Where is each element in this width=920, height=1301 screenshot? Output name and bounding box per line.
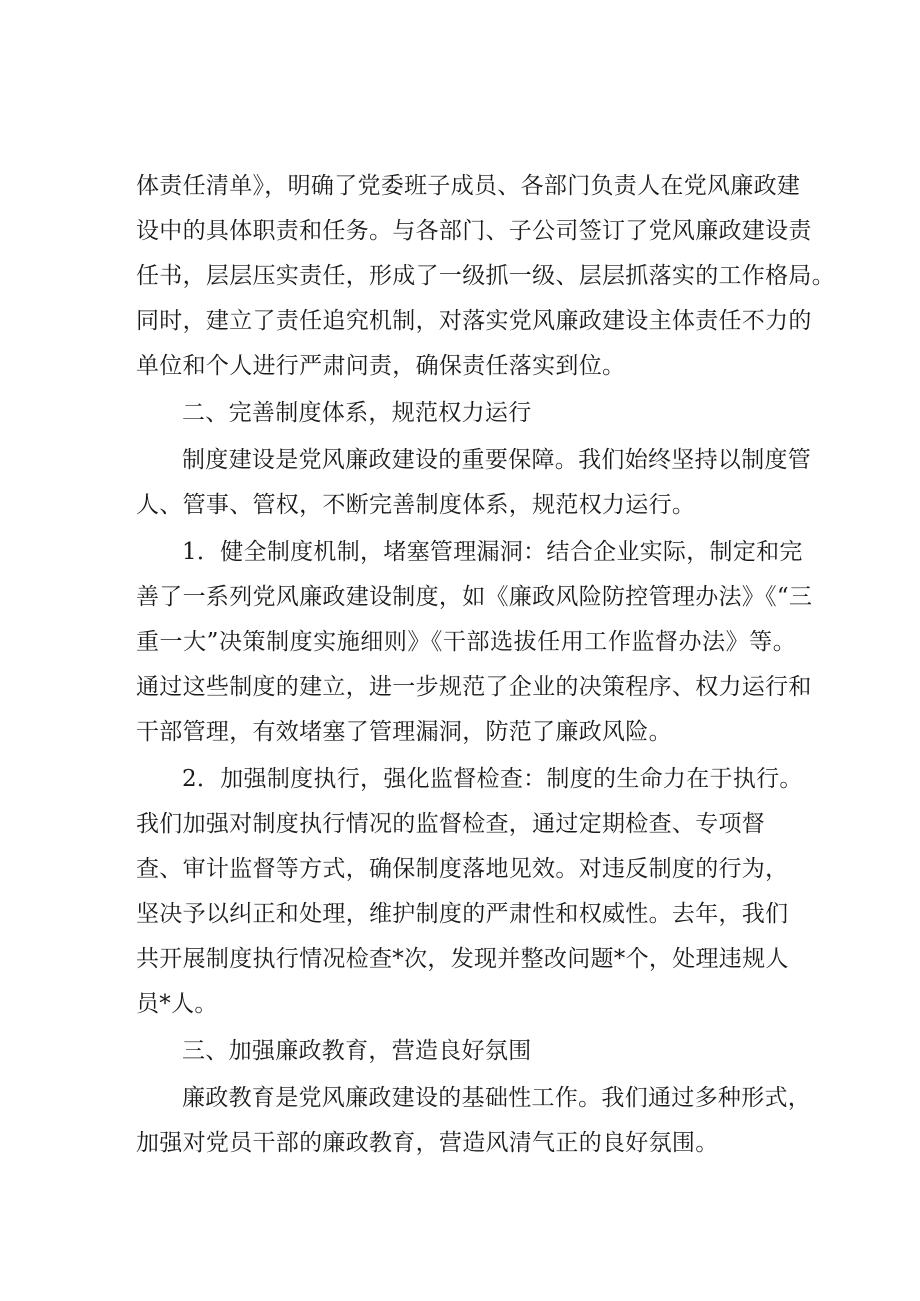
section-heading: 三、加强廉政教育，营造良好氛围 xyxy=(182,1038,532,1064)
body-text-line: 任书，层层压实责任，形成了一级抓一级、层层抓落实的工作格局。 xyxy=(136,263,835,289)
body-text-line: 我们加强对制度执行情况的监督检查，通过定期检查、专项督 xyxy=(136,811,766,837)
body-text-line: 共开展制度执行情况检查*次，发现并整改问题*个，处理违规人 xyxy=(136,946,789,972)
body-text-line: 人、管事、管权，不断完善制度体系，规范权力运行。 xyxy=(136,492,696,518)
body-text-line: 单位和个人进行严肃问责，确保责任落实到位。 xyxy=(136,353,626,379)
body-text-line: 员*人。 xyxy=(136,991,218,1017)
body-text-line: 2．加强制度执行，强化监督检查：制度的生命力在于执行。 xyxy=(182,766,803,792)
body-text-line: 查、审计监督等方式，确保制度落地见效。对违反制度的行为， xyxy=(136,856,789,882)
body-text-line: 设中的具体职责和任务。与各部门、子公司签订了党风廉政建设责 xyxy=(136,218,812,244)
body-text-line: 重一大”决策制度实施细则》《干部选拔任用工作监督办法》等。 xyxy=(136,629,796,655)
body-text-line: 善了一系列党风廉政建设制度，如《廉政风险防控管理办法》《“三 xyxy=(136,584,813,610)
body-text-line: 1．健全制度机制，堵塞管理漏洞：结合企业实际，制定和完 xyxy=(182,539,803,565)
body-text-line: 加强对党员干部的廉政教育，营造风清气正的良好氛围。 xyxy=(136,1130,719,1156)
body-text-line: 廉政教育是党风廉政建设的基础性工作。我们通过多种形式， xyxy=(182,1085,812,1111)
body-text-line: 制度建设是党风廉政建设的重要保障。我们始终坚持以制度管 xyxy=(182,447,812,473)
body-text-line: 通过这些制度的建立，进一步规范了企业的决策程序、权力运行和 xyxy=(136,674,812,700)
section-heading: 二、完善制度体系，规范权力运行 xyxy=(182,400,532,426)
body-text-line: 干部管理，有效堵塞了管理漏洞，防范了廉政风险。 xyxy=(136,719,672,745)
body-text-line: 坚决予以纠正和处理，维护制度的严肃性和权威性。去年，我们 xyxy=(136,901,789,927)
body-text-line: 体责任清单》，明确了党委班子成员、各部门负责人在党风廉政建 xyxy=(136,173,801,199)
body-text-line: 同时，建立了责任追究机制，对落实党风廉政建设主体责任不力的 xyxy=(136,308,812,334)
